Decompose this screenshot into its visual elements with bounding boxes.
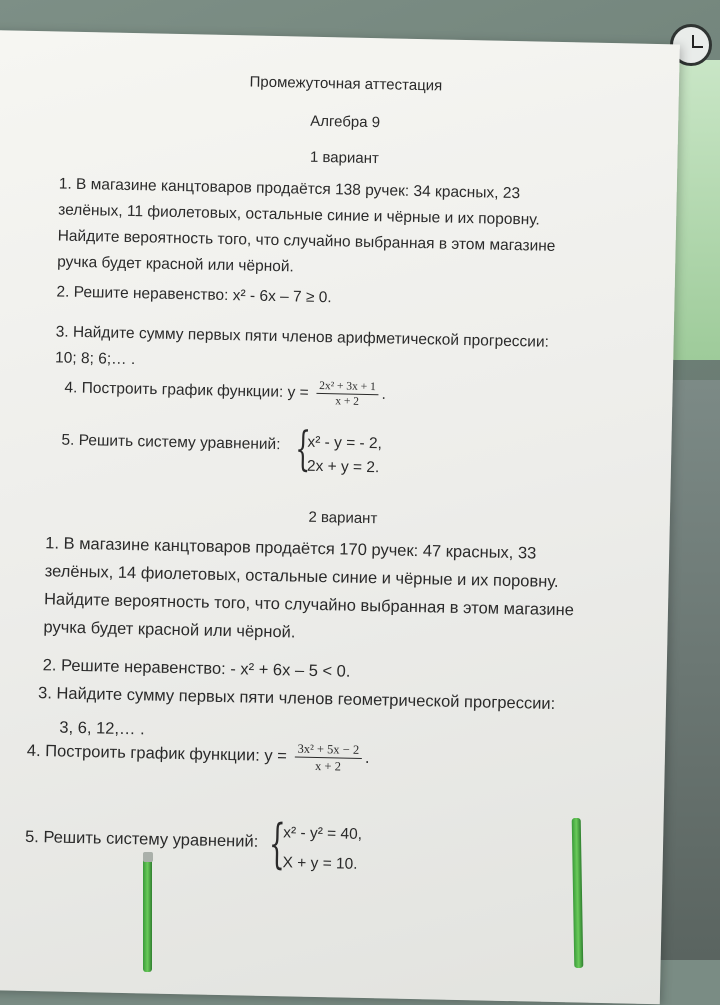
variant1-task1-line3: Найдите вероятность того, что случайно выбранная в этом магазине — [57, 227, 556, 255]
variant1-heading: 1 вариант — [309, 148, 380, 168]
variant2-task3-line2: 3, 6, 12,… . — [59, 718, 145, 739]
variant2-heading: 2 вариант — [308, 508, 378, 528]
variant2-task5-prefix: 5. Решить систему уравнений: — [24, 827, 259, 851]
rod-cap — [143, 852, 153, 862]
variant2-system-eq1: x² - y² = 40, — [283, 824, 363, 843]
variant2-task4-suffix: . — [364, 748, 370, 767]
variant1-task2: 2. Решите неравенство: x² - 6x – 7 ≥ 0. — [56, 283, 332, 307]
variant1-task1-line4: ручка будет красной или чёрной. — [56, 253, 294, 276]
variant1-system — [307, 431, 382, 481]
variant1-task5-prefix: 5. Решить систему уравнений: — [61, 431, 281, 454]
variant1-task3-line2: 10; 8; 6;… . — [54, 349, 136, 369]
variant2-task4-prefix: 4. Построить график функции: у = — [26, 741, 288, 766]
variant2-system — [282, 818, 362, 880]
variant1-task1 — [57, 171, 557, 285]
variant1-task4 — [64, 374, 386, 410]
variant1-system-eq1: x² - y = - 2, — [307, 433, 383, 453]
variant1-system-brace: { — [294, 422, 312, 478]
variant2-task1-line1: 1. В магазине канцтоваров продаётся 170 ручек: 47 красных, 33 — [45, 534, 537, 563]
document-subject: Алгебра 9 — [310, 112, 381, 132]
variant1-task3-line1: 3. Найдите сумму первых пяти членов арифметической прогрессии: — [55, 323, 550, 351]
variant2-task4 — [27, 735, 370, 775]
variant1-task1-line1: 1. В магазине канцтоваров продаётся 138 ручек: 34 красных, 23 — [58, 175, 521, 203]
variant2-task1-line4: ручка будет красной или чёрной. — [43, 618, 296, 642]
variant2-task1-line3: Найдите вероятность того, что случайно выбранная в этом магазине — [43, 590, 575, 620]
variant1-system-eq2: 2x + y = 2. — [306, 457, 380, 477]
variant2-system-eq2: X + y = 10. — [282, 854, 358, 873]
variant2-task5 — [25, 823, 259, 856]
variant1-task5 — [61, 428, 281, 459]
variant2-task1 — [43, 529, 575, 652]
variant2-system-brace: { — [268, 812, 286, 876]
variant2-task1-line2: зелёных, 14 фиолетовых, остальные синие и чёрные и их поровну. — [44, 562, 559, 592]
variant1-task4-prefix: 4. Построить график функции: у = — [64, 379, 309, 402]
green-stand-rod-left — [143, 852, 152, 972]
variant2-task4-denominator: x + 2 — [314, 758, 342, 774]
variant1-task4-fraction — [316, 379, 379, 409]
variant2-task4-fraction — [294, 741, 362, 775]
clock-minute-hand — [692, 46, 703, 48]
document-title: Промежуточная аттестация — [249, 73, 443, 95]
variant1-task4-denominator: x + 2 — [335, 395, 360, 408]
variant1-task1-line2: зелёных, 11 фиолетовых, остальные синие и чёрные и их поровну. — [58, 201, 540, 229]
variant1-task4-numerator: 2x² + 3x + 1 — [316, 379, 379, 395]
variant1-task3 — [55, 319, 549, 381]
variant2-task4-numerator: 3x² + 5x − 2 — [294, 741, 362, 759]
variant1-task4-suffix: . — [381, 385, 387, 403]
variant2-task3-line1: 3. Найдите сумму первых пяти членов геометрической прогрессии: — [37, 684, 556, 713]
variant2-task2: 2. Решите неравенство: - x² + 6x – 5 < 0. — [42, 656, 351, 681]
